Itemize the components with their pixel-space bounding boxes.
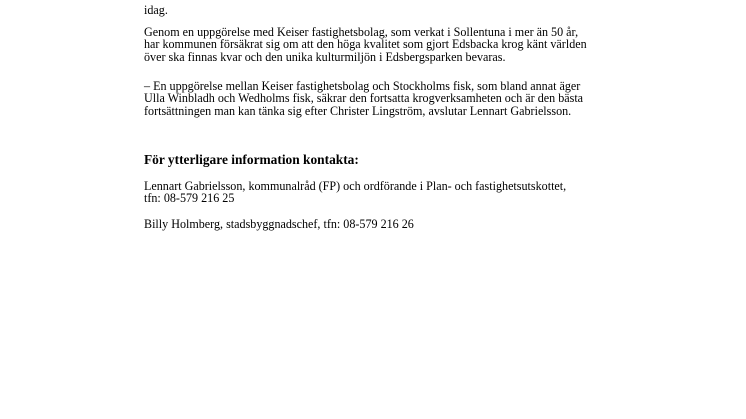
text-line: Genom en uppgörelse med Keiser fastighetsbolag, som verkat i Sollentuna i mer än 50 år, [144,25,579,39]
text-line: – En uppgörelse mellan Keiser fastighetsbolag och Stockholms fisk, som bland annat äger [144,79,581,93]
text-line: tfn: 08-579 216 25 [144,191,235,206]
text-line: Lennart Gabrielsson, kommunalråd (FP) och ordförande i Plan- och fastighetsutskottet, [144,179,567,193]
contact-heading: För ytterligare information kontakta: [144,152,359,167]
text-line: Billy Holmberg, stadsbyggnadschef, tfn: 08-579 216 26 [144,217,414,231]
paragraph-quote [144,80,664,117]
text-line: över ska finnas kvar och den unika kulturmiljön i Edsbergsparken bevaras. [144,49,506,64]
text-line: idag. [144,3,168,17]
contact-entry [144,180,664,205]
text-line: har kommunen försäkrat sig om att den höga kvalitet som gjort Edsbacka krog känt världen [144,37,587,52]
text-line: Ulla Winbladh och Wedholms fisk, säkrar den fortsatta krogverksamheten och är den bästa [144,91,584,106]
paragraph-fragment [144,4,664,16]
text-line: fortsättningen man kan tänka sig efter Christer Lingström, avslutar Lennart Gabrielsson. [144,103,572,118]
contact-entry [144,218,664,230]
paragraph-agreement [144,26,664,63]
